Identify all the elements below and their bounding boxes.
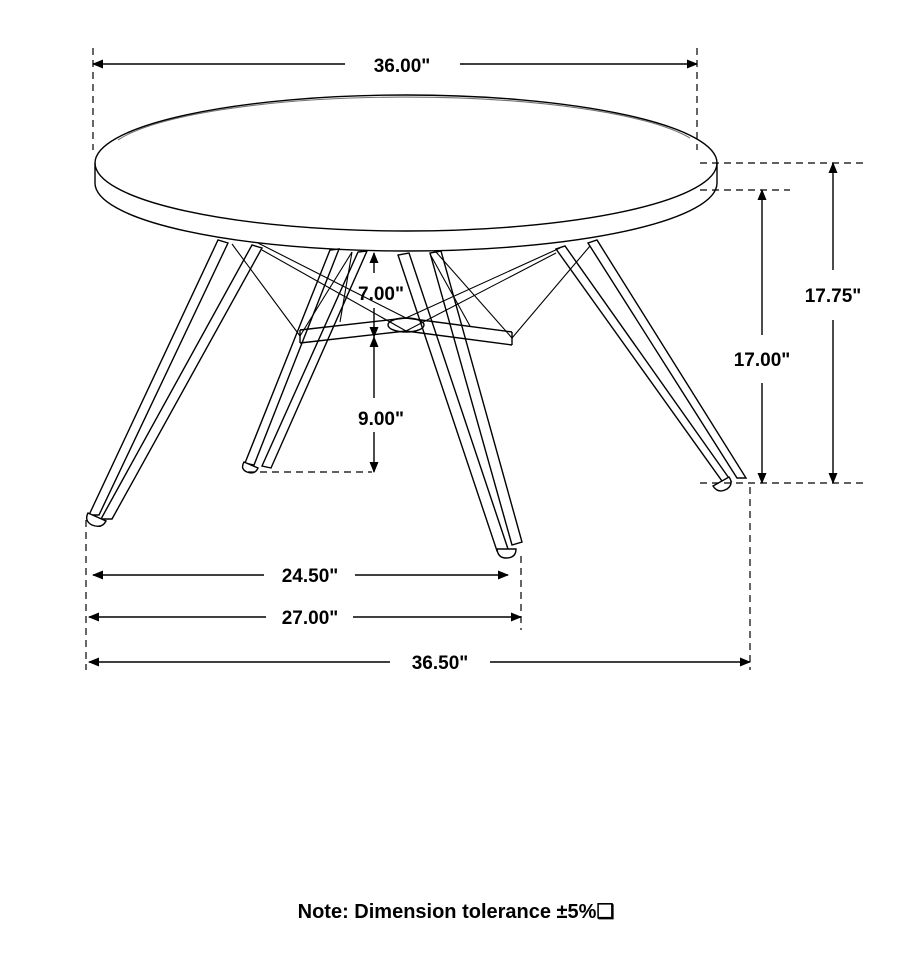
dimension-inner-foot-span (93, 566, 508, 587)
dimension-upper-brace-height (358, 253, 404, 337)
dim-label-outer-foot-span: 36.50" (411, 653, 469, 674)
dimension-lower-leg-height (358, 337, 404, 472)
dimension-outer-foot-span (89, 653, 750, 674)
dimension-base-height (734, 190, 791, 483)
dim-label-overall-height: 17.75" (804, 286, 862, 307)
dimension-overall-height (805, 163, 862, 483)
dim-label-lower-leg-height: 9.00" (358, 409, 404, 430)
table-top (95, 95, 717, 251)
tolerance-note: Note: Dimension tolerance ±5%❑ (297, 901, 615, 923)
dim-label-upper-brace-height: 7.00" (358, 284, 404, 305)
dim-label-mid-foot-span: 27.00" (281, 608, 339, 629)
dimension-top-diameter (93, 56, 697, 77)
dimension-mid-foot-span (89, 608, 521, 629)
table-base-legs (87, 240, 746, 558)
dim-label-base-height: 17.00" (733, 350, 791, 371)
dim-label-top-diameter: 36.00" (373, 56, 431, 77)
dim-label-inner-foot-span: 24.50" (281, 566, 339, 587)
